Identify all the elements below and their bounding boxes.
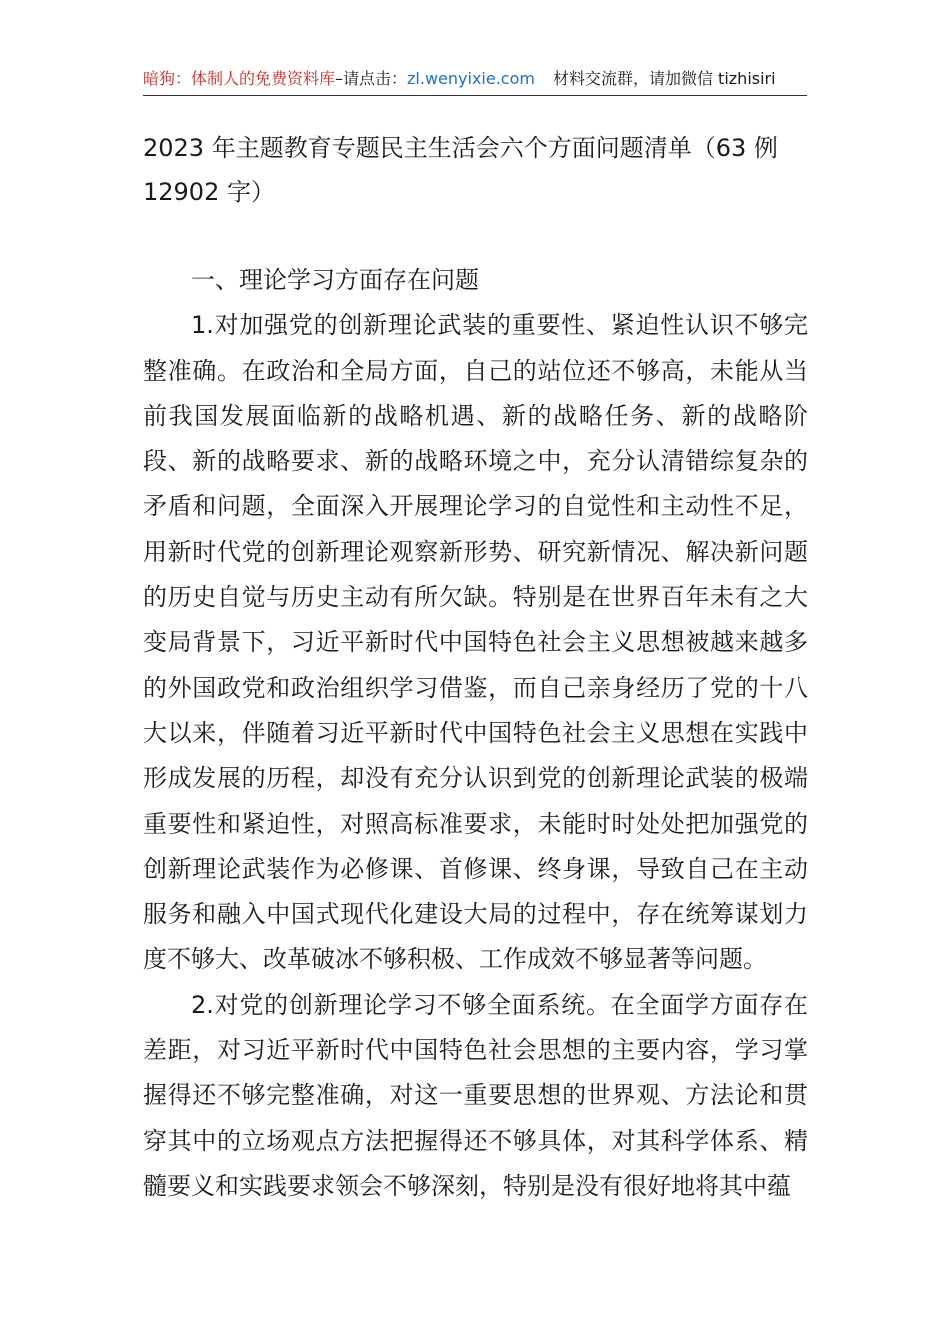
header-brand: 暗狗：体制人的免费资料库 bbox=[143, 69, 336, 88]
header-url-link[interactable]: zl.wenyixie.com bbox=[407, 69, 535, 88]
paragraph-2: 2.对党的创新理论学习不够全面系统。在全面学方面存在差距，对习近平新时代中国特色社会思想的主要内容，学习掌握得还不够完整准确，对这一重要思想的世界观、方法论和贯穿其中的立场观点方法把握得还不够具体，对其科学体系、精髓要义和实践要求领会不够深刻，特别是没有很好地将其中蕴 bbox=[143, 990, 808, 1200]
document-body bbox=[143, 258, 808, 1209]
page-header bbox=[143, 64, 807, 94]
header-contact: 材料交流群，请加微信 tizhisiri bbox=[552, 69, 776, 88]
paragraph-1: 1.对加强党的创新理论武装的重要性、紧迫性认识不够完整准确。在政治和全局方面，自己的站位还不够高，未能从当前我国发展面临新的战略机遇、新的战略任务、新的战略阶段、新的战略要求、新的战略环境之中，充分认清错综复杂的矛盾和问题，全面深入开展理论学习的自觉性和主动性不足，用新时代党的创新理论观察新形势、研究新情况、解决新问题的历史自觉与历史主动有所欠缺。特别是在世界百年未有之大变局背景下，习近平新时代中国特色社会主义思想被越来越多的外国政党和政治组织学习借鉴，而自己亲身经历了党的十八大以来，伴随着习近平新时代中国特色社会主义思想在实践中形成发展的历程，却没有充分认识到党的创新理论武装的极端重要性和紧迫性，对照高标准要求，未能时时处处把加强党的创新理论武装作为必修课、首修课、终身课，导致自己在主动服务和融入中国式现代化建设大局的过程中，存在统筹谋划力度不够大、改革破冰不够积极、工作成效不够显著等问题。 bbox=[143, 311, 808, 974]
section-heading: 一、理论学习方面存在问题 bbox=[191, 266, 479, 294]
document-title: 2023 年主题教育专题民主生活会六个方面问题清单（63 例 12902 字） bbox=[143, 134, 778, 206]
header-divider bbox=[143, 95, 807, 96]
header-link-prefix: –请点击： bbox=[335, 69, 408, 88]
